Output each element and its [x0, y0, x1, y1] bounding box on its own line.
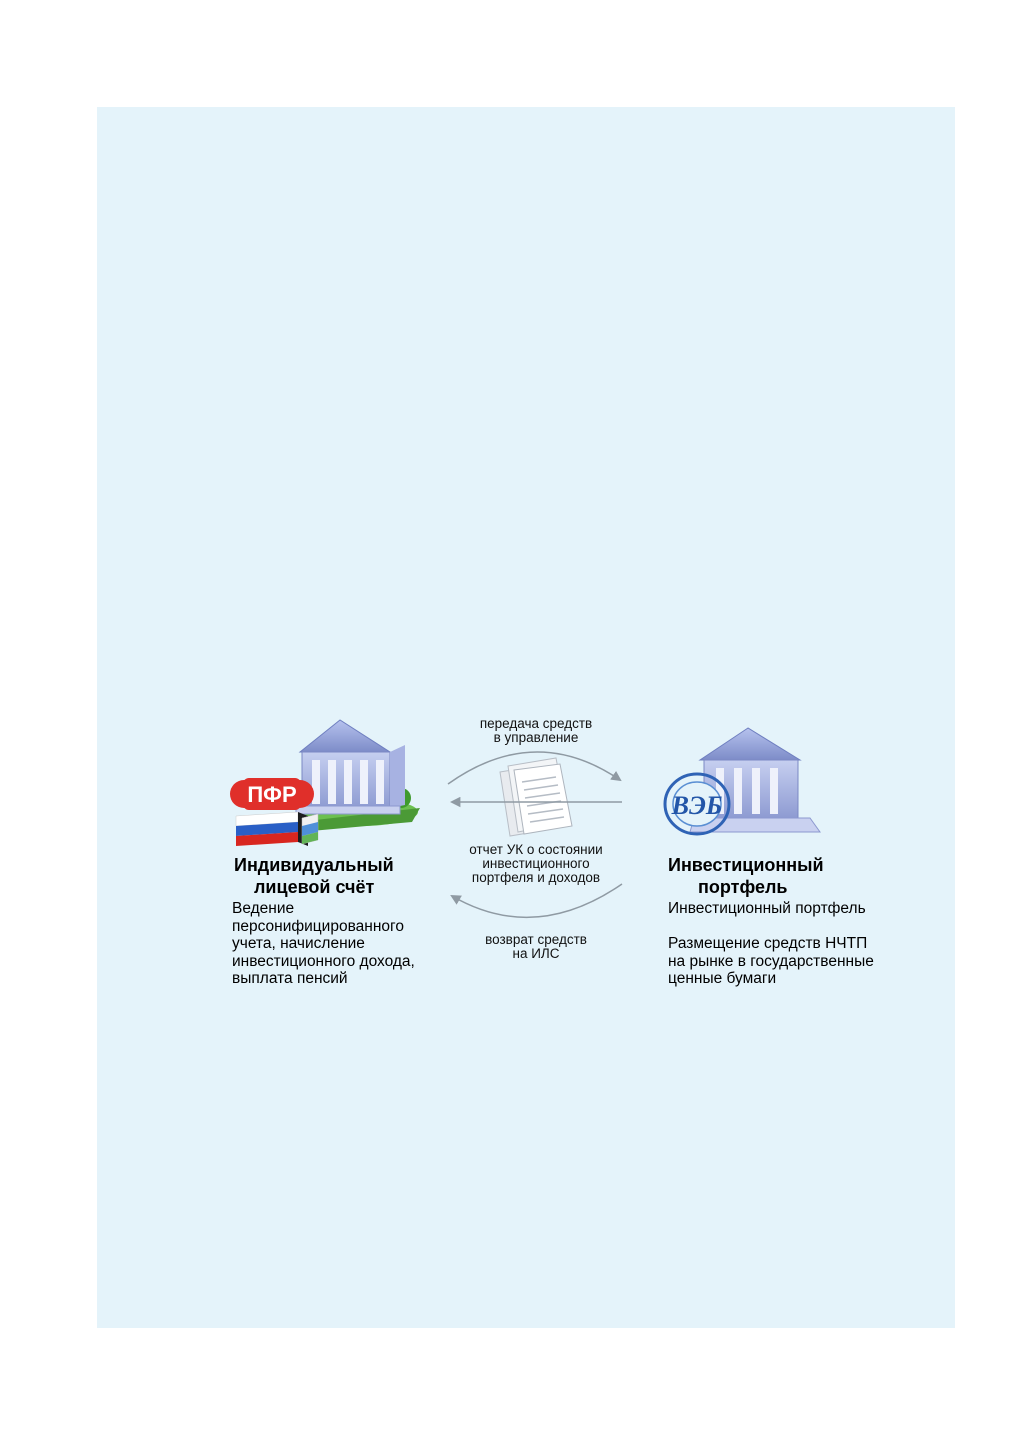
- arrow-middle-line1: отчет УК о состоянии: [469, 842, 603, 857]
- arrow-middle-line3: портфеля и доходов: [471, 870, 601, 885]
- russian-flag-icon: [236, 812, 318, 846]
- right-title-line1: Инвестиционный: [668, 855, 824, 875]
- veb-logo-text: ВЭБ: [671, 791, 723, 820]
- arrow-bottom-label: [446, 933, 626, 961]
- right-desc-line: Размещение средств НЧТП: [668, 935, 868, 952]
- arrow-middle-label: [436, 843, 636, 885]
- documents-icon: [500, 758, 572, 836]
- left-title: [234, 854, 444, 898]
- arrow-middle-line2: инвестиционного: [482, 856, 590, 871]
- left-desc-line: персонифицированного: [232, 917, 404, 935]
- left-desc-line: выплата пенсий: [232, 970, 348, 987]
- veb-logo-icon: [665, 774, 729, 834]
- right-title: [668, 854, 888, 898]
- left-title-line2: лицевой счёт: [254, 877, 375, 897]
- pfr-logo-icon: [230, 778, 314, 810]
- left-title-line1: Индивидуальный: [234, 855, 394, 875]
- left-desc-line: инвестиционного дохода,: [232, 952, 415, 970]
- right-description: [668, 935, 928, 988]
- right-desc-line: на рынке в государственные: [668, 952, 874, 970]
- arrow-return-funds: [452, 884, 622, 917]
- right-title-line2: портфель: [698, 877, 788, 897]
- arrow-bottom-line1: возврат средств: [485, 932, 587, 947]
- left-desc-line: учета, начисление: [232, 935, 365, 952]
- right-subtitle: Инвестиционный портфель: [668, 900, 866, 917]
- arrow-bottom-line2: на ИЛС: [512, 946, 560, 961]
- pfr-logo-text: ПФР: [247, 782, 297, 807]
- arrow-top-label: [446, 717, 626, 745]
- arrow-top-line2: в управление: [493, 730, 579, 745]
- left-description: [232, 900, 462, 988]
- left-desc-line: Ведение: [232, 900, 295, 917]
- right-desc-line: ценные бумаги: [668, 970, 777, 987]
- arrow-top-line1: передача средств: [479, 716, 593, 731]
